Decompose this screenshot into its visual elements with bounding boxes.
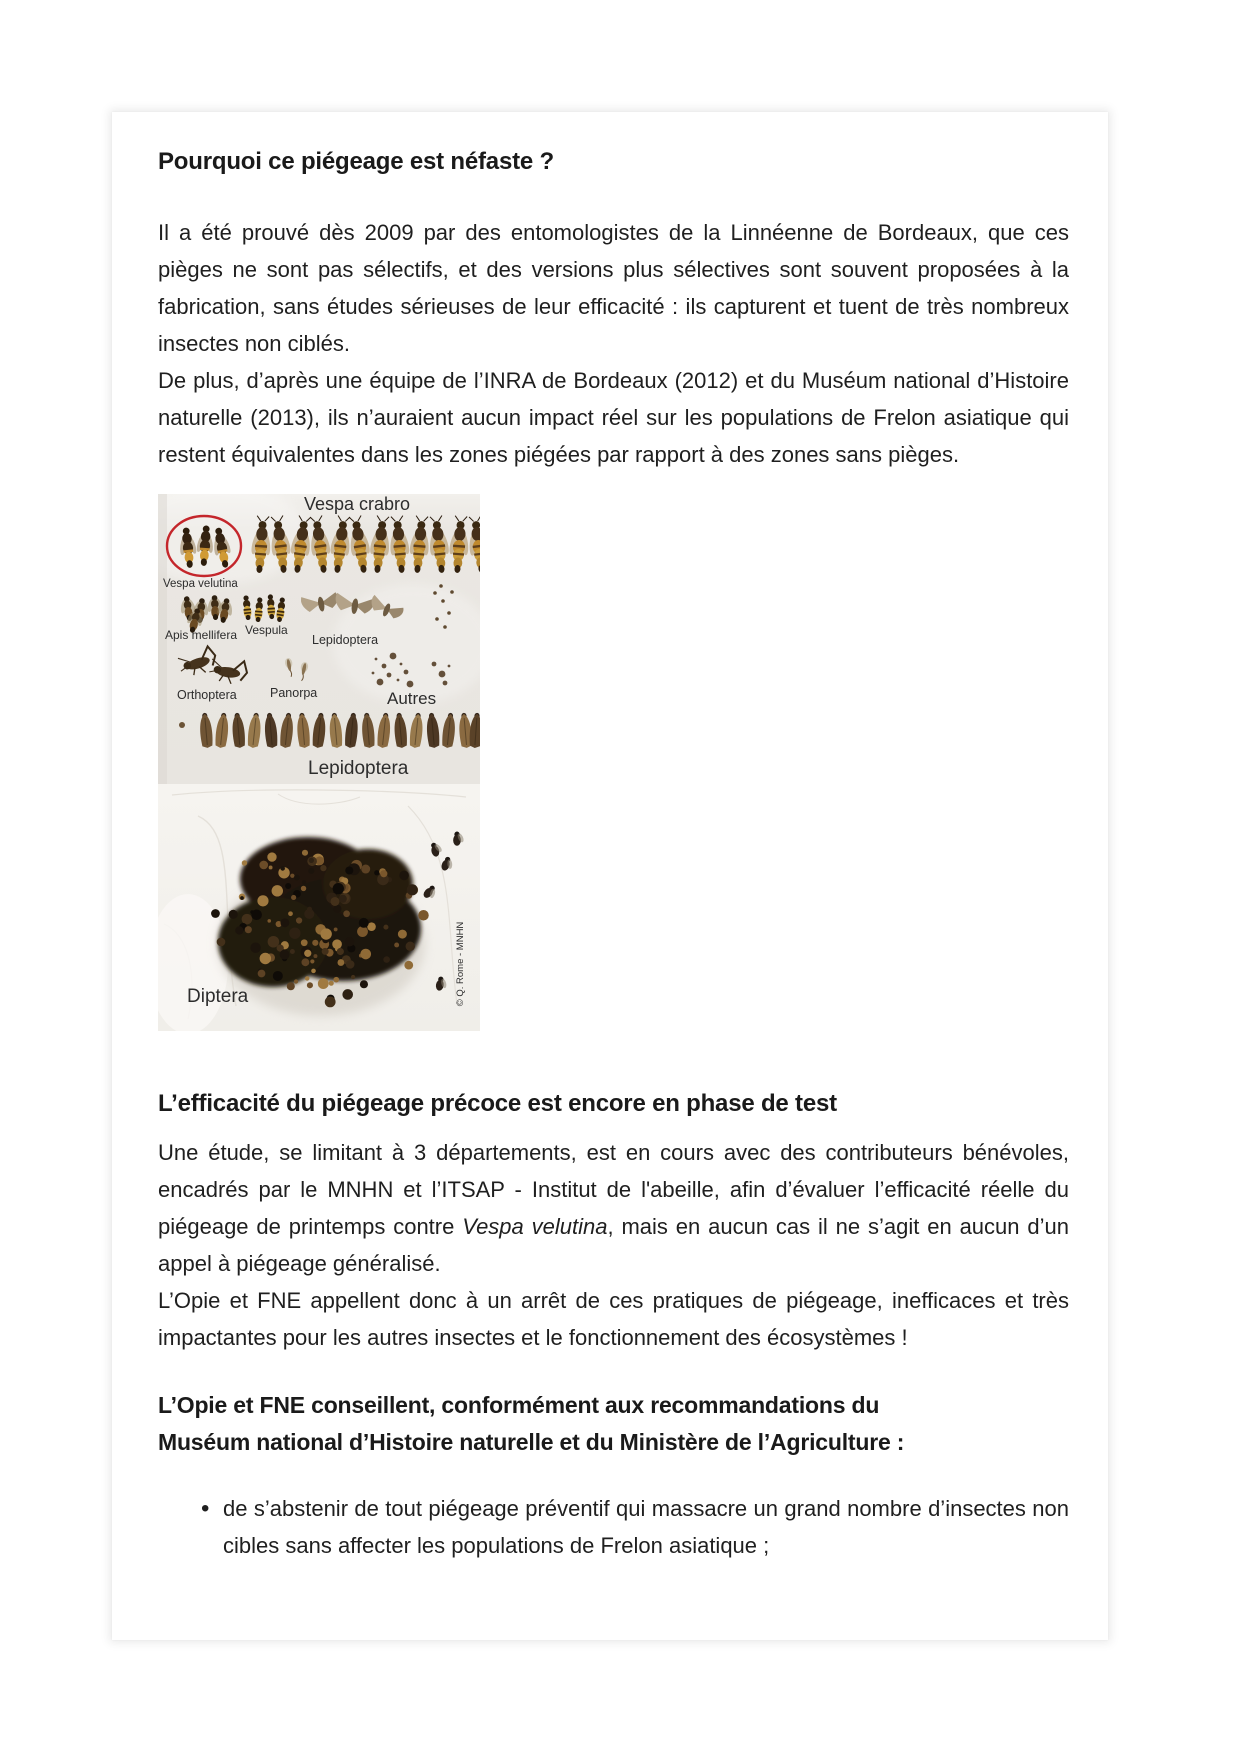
heading-why-trapping-harmful: Pourquoi ce piégeage est néfaste ? (158, 148, 554, 175)
figure-label-panorpa: Panorpa (270, 686, 318, 700)
figure-label-vespa-velutina: Vespa velutina (163, 578, 238, 590)
paragraph-study (158, 1134, 1069, 1282)
trapped-insects-photo (158, 494, 480, 1031)
figure-label-vespula: Vespula (245, 623, 288, 637)
figure-label-lepidoptera-small: Lepidoptera (312, 633, 379, 647)
paragraph-appeal: L’Opie et FNE appellent donc à un arrêt de ces pratiques de piégeage, inefficaces et très impactantes pour les autres insectes et le fonctionnement des écosystèmes ! (158, 1288, 1069, 1350)
study-text-before: Une étude, se limitant à 3 départements, est en cours avec des contributeurs bénévoles, encadrés par le MNHN et l’ITSAP - Institut de l'abeille, afin d’évaluer l’efficacité réelle du piégeage de printemps contre (158, 1140, 1069, 1239)
study-species-italic: Vespa velutina (462, 1214, 608, 1239)
heading-recommendations (158, 1387, 1069, 1461)
study-text-after: , mais en aucun cas il ne s’agit en aucun d’un appel à piégeage généralisé. (158, 1214, 1069, 1276)
recommendations-line2: Muséum national d’Histoire naturelle et du Ministère de l’Agriculture : (158, 1429, 905, 1455)
insect-photo-illustration (158, 494, 480, 1031)
recommendations-line1: L’Opie et FNE conseillent, conformément aux recommandations du (158, 1392, 880, 1418)
document-page (112, 112, 1108, 1640)
figure-credit: © Q. Rome - MNHN (455, 921, 466, 1007)
figure-label-diptera: Diptera (187, 986, 249, 1007)
advice-list (158, 1490, 1069, 1564)
list-item: • de s’abstenir de tout piégeage préventif qui massacre un grand nombre d’insectes non cibles sans affecter les populations de Frelon asiatique ; (223, 1490, 1069, 1564)
paragraph-proof-2009: Il a été prouvé dès 2009 par des entomologistes de la Linnéenne de Bordeaux, que ces pièges ne sont pas sélectifs, et des versions plus sélectives sont souvent proposées à la fabrication, sans études sérieuses de leur efficacité : ils capturent et tuent de très nombreux insectes non ciblés. (158, 220, 1069, 356)
figure-label-vespa-crabro: Vespa crabro (303, 494, 411, 514)
figure-label-autres: Autres (387, 689, 437, 708)
figure-label-lepidoptera-large: Lepidoptera (308, 758, 409, 779)
document-content (158, 112, 1069, 1564)
figure-label-apis-mellifera: Apis mellifera (165, 628, 238, 642)
paragraph-inra-museum: De plus, d’après une équipe de l’INRA de Bordeaux (2012) et du Muséum national d’Histoire naturelle (2013), ils n’auraient aucun impact réel sur les populations de Frelon asiatique qui restent équivalentes dans les zones piégées par rapport à des zones sans pièges. (158, 368, 1069, 467)
heading-early-trapping-test: L’efficacité du piégeage précoce est encore en phase de test (158, 1090, 837, 1117)
figure-label-orthoptera: Orthoptera (177, 688, 237, 702)
